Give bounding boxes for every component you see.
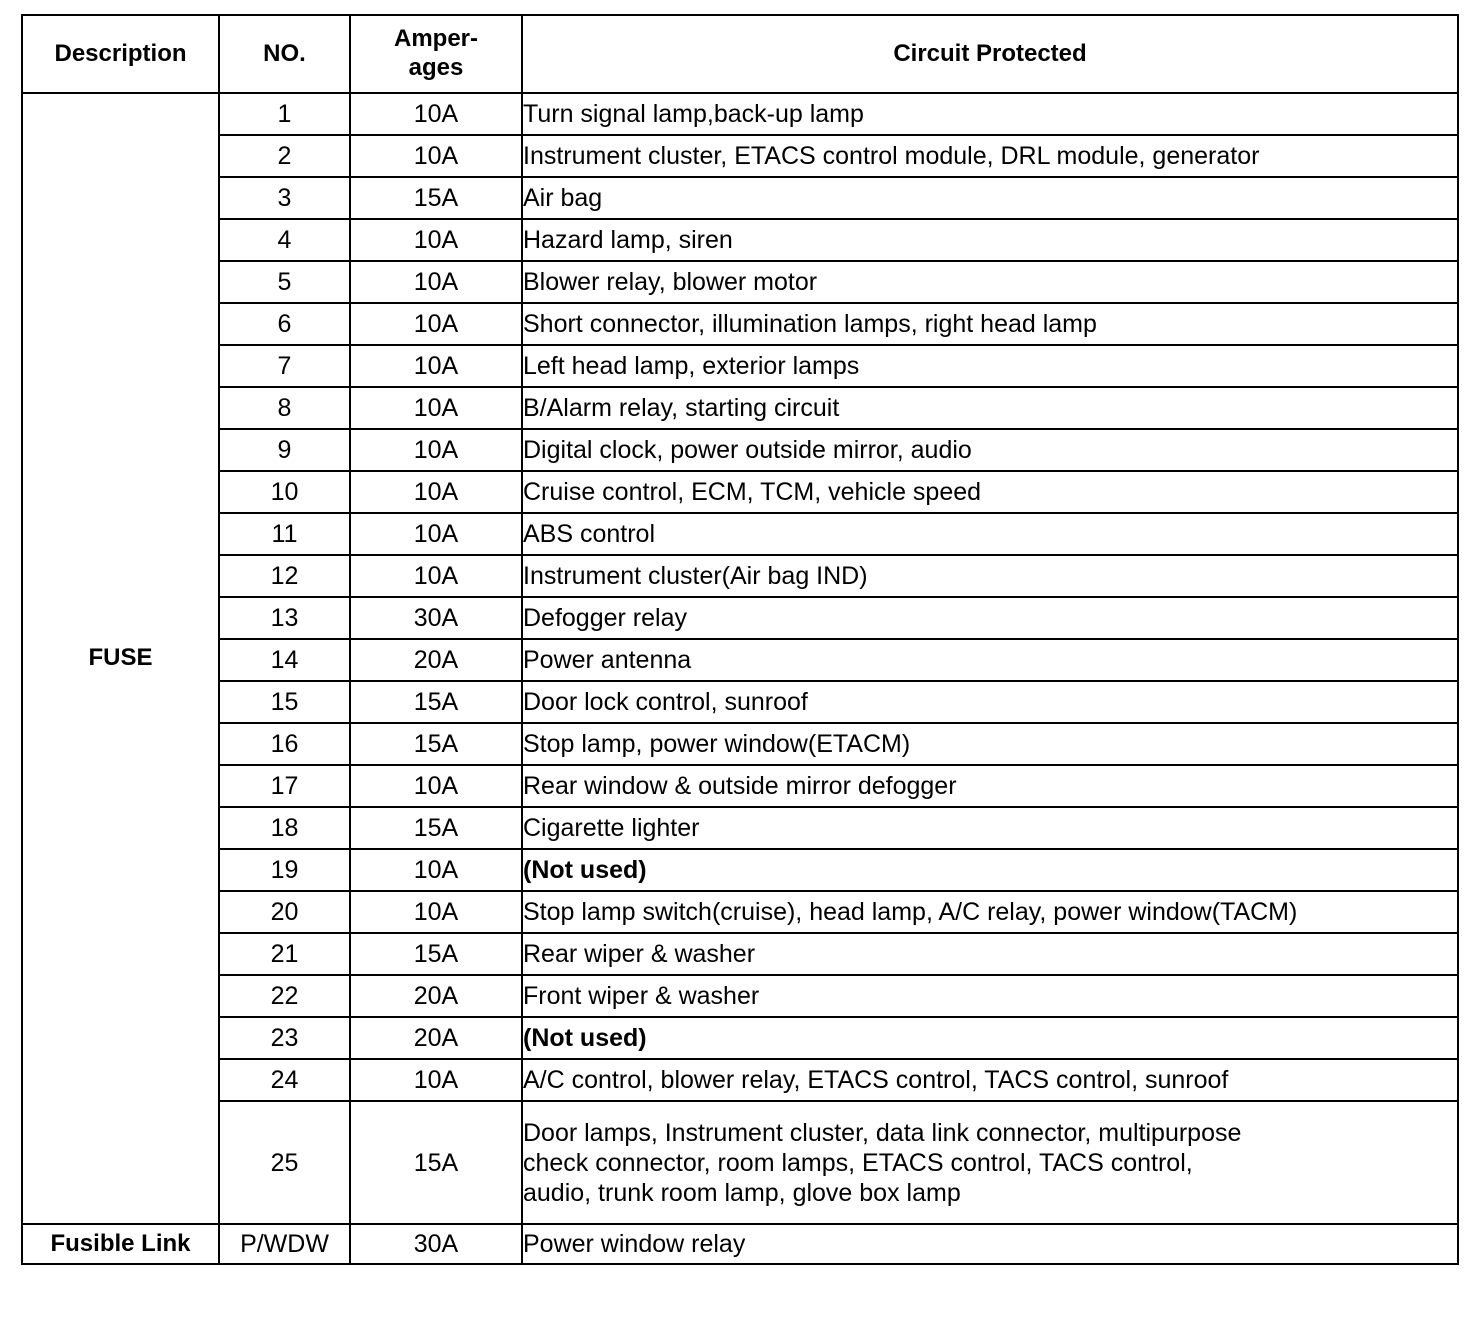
circuit-protected: Cruise control, ECM, TCM, vehicle speed [522,471,1458,513]
header-description: Description [22,15,219,93]
fuse-number: 11 [219,513,350,555]
fuse-amperage: 10A [350,765,522,807]
circuit-protected: A/C control, blower relay, ETACS control, TACS control, sunroof [522,1059,1458,1101]
circuit-protected: ABS control [522,513,1458,555]
circuit-protected: Cigarette lighter [522,807,1458,849]
fuse-number: 4 [219,219,350,261]
circuit-protected: Instrument cluster(Air bag IND) [522,555,1458,597]
table-row [22,513,1458,555]
fuse-amperage: 10A [350,555,522,597]
table-row [22,1059,1458,1101]
fuse-number: 14 [219,639,350,681]
circuit-protected: Front wiper & washer [522,975,1458,1017]
fuse-number: 8 [219,387,350,429]
fuse-number: 9 [219,429,350,471]
table-row [22,1017,1458,1059]
fuse-number: 3 [219,177,350,219]
table-row [22,177,1458,219]
fuse-amperage: 10A [350,471,522,513]
fuse-amperage: 10A [350,345,522,387]
table-row [22,219,1458,261]
table-row [22,597,1458,639]
fuse-amperage: 10A [350,135,522,177]
table-row [22,1101,1458,1224]
fuse-amperage: 10A [350,387,522,429]
circuit-protected: Blower relay, blower motor [522,261,1458,303]
fuse-number: 7 [219,345,350,387]
table-row [22,1224,1458,1264]
fuse-number: 2 [219,135,350,177]
fuse-number: 15 [219,681,350,723]
fuse-number: 20 [219,891,350,933]
header-row [22,15,1458,93]
header-circuit-protected: Circuit Protected [522,15,1458,93]
fusible-link-amperage: 30A [350,1224,522,1264]
fuse-number: 1 [219,93,350,135]
fuse-amperage: 10A [350,1059,522,1101]
table-row [22,429,1458,471]
fuse-number: 17 [219,765,350,807]
fuse-number: 12 [219,555,350,597]
table-row [22,303,1458,345]
fuse-amperage: 10A [350,513,522,555]
table-row [22,345,1458,387]
circuit-protected: Turn signal lamp,back-up lamp [522,93,1458,135]
header-amperages: Amper- ages [350,15,522,93]
table-row [22,471,1458,513]
circuit-protected: Stop lamp, power window(ETACM) [522,723,1458,765]
fuse-amperage: 30A [350,597,522,639]
circuit-protected: Air bag [522,177,1458,219]
table-row [22,639,1458,681]
table-row [22,387,1458,429]
fusible-link-number: P/WDW [219,1224,350,1264]
table-row [22,93,1458,135]
fuse-amperage: 20A [350,1017,522,1059]
table-row [22,555,1458,597]
fuse-amperage: 20A [350,975,522,1017]
fuse-amperage: 10A [350,303,522,345]
fuse-amperage: 20A [350,639,522,681]
fuse-amperage: 10A [350,219,522,261]
fuse-number: 6 [219,303,350,345]
fuse-number: 19 [219,849,350,891]
table-row [22,933,1458,975]
fuse-table [21,14,1459,1265]
fuse-number: 21 [219,933,350,975]
fuse-number: 5 [219,261,350,303]
fusible-link-circuit: Power window relay [522,1224,1458,1264]
circuit-protected: (Not used) [522,1017,1458,1059]
table-row [22,891,1458,933]
fuse-number: 22 [219,975,350,1017]
circuit-protected: Short connector, illumination lamps, right head lamp [522,303,1458,345]
circuit-protected: Rear wiper & washer [522,933,1458,975]
table-row [22,975,1458,1017]
table-row [22,261,1458,303]
fuse-number: 16 [219,723,350,765]
fusible-link-label: Fusible Link [22,1224,219,1264]
table-row [22,849,1458,891]
fuse-amperage: 15A [350,933,522,975]
circuit-protected: Hazard lamp, siren [522,219,1458,261]
fuse-amperage: 10A [350,429,522,471]
fuse-amperage: 15A [350,807,522,849]
fuse-amperage: 10A [350,849,522,891]
table-row [22,723,1458,765]
circuit-protected: B/Alarm relay, starting circuit [522,387,1458,429]
circuit-protected: Left head lamp, exterior lamps [522,345,1458,387]
circuit-protected: Stop lamp switch(cruise), head lamp, A/C relay, power window(TACM) [522,891,1458,933]
circuit-protected: Door lamps, Instrument cluster, data link connector, multipurpose check connector, room lamps, ETACS control, TACS control, audio, trunk room lamp, glove box lamp [522,1101,1458,1224]
fuse-number: 25 [219,1101,350,1224]
table-row [22,681,1458,723]
table-row [22,135,1458,177]
circuit-protected: Digital clock, power outside mirror, audio [522,429,1458,471]
table-row [22,765,1458,807]
fuse-amperage: 10A [350,891,522,933]
fuse-group-label: FUSE [22,93,219,1224]
circuit-protected: Rear window & outside mirror defogger [522,765,1458,807]
circuit-protected: Door lock control, sunroof [522,681,1458,723]
fuse-amperage: 15A [350,177,522,219]
circuit-protected: Defogger relay [522,597,1458,639]
fuse-amperage: 10A [350,261,522,303]
fuse-number: 13 [219,597,350,639]
header-no: NO. [219,15,350,93]
fuse-number: 18 [219,807,350,849]
fuse-number: 24 [219,1059,350,1101]
fuse-number: 10 [219,471,350,513]
fuse-amperage: 10A [350,93,522,135]
fuse-amperage: 15A [350,723,522,765]
circuit-protected: (Not used) [522,849,1458,891]
circuit-protected: Instrument cluster, ETACS control module, DRL module, generator [522,135,1458,177]
fuse-number: 23 [219,1017,350,1059]
fuse-amperage: 15A [350,681,522,723]
circuit-protected: Power antenna [522,639,1458,681]
table-row [22,807,1458,849]
fuse-amperage: 15A [350,1101,522,1224]
